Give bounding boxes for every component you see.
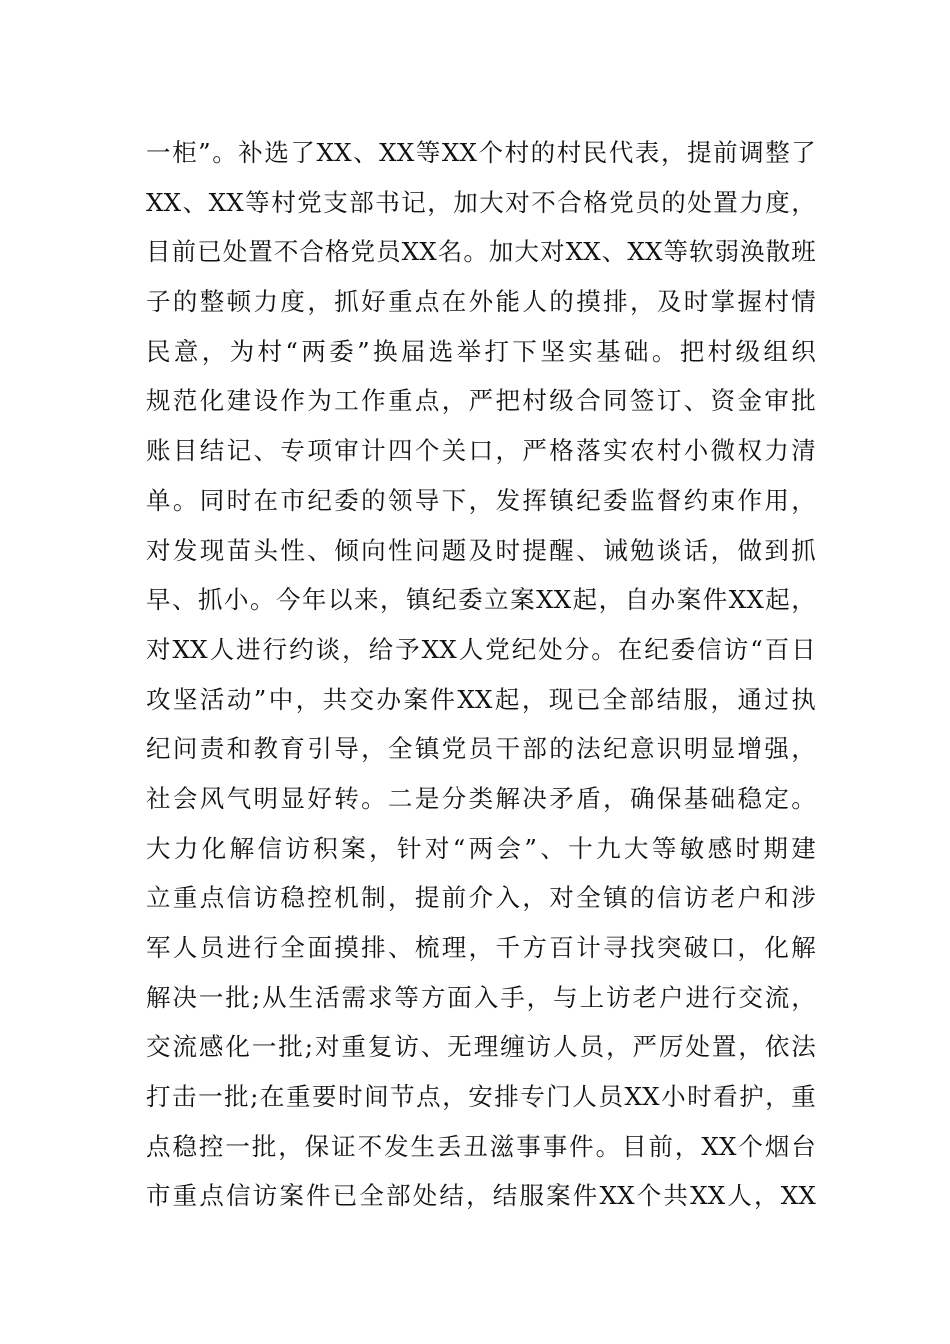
text-line: 子的整顿力度，抓好重点在外能人的摸排，及时掌握村情 <box>146 287 816 317</box>
text-line: 单。同时在市纪委的领导下，发挥镇纪委监督约束作用， <box>146 485 816 515</box>
text-line: 点稳控一批，保证不发生丢丑滋事事件。目前，XX个烟台 <box>146 1131 816 1161</box>
text-line: 市重点信访案件已全部处结，结服案件XX个共XX人，XX <box>146 1181 816 1211</box>
text-line: 交流感化一批;对重复访、无理缠访人员，严厉处置，依法 <box>146 1032 816 1062</box>
text-line: 军人员进行全面摸排、梳理，千方百计寻找突破口，化解 <box>146 933 816 962</box>
text-line: 对XX人进行约谈，给予XX人党纪处分。在纪委信访“百日 <box>146 634 816 664</box>
text-line: 大力化解信访积案，针对“两会”、十九大等敏感时期建 <box>146 833 816 863</box>
text-line: XX、XX等村党支部书记，加大对不合格党员的处置力度， <box>146 187 816 217</box>
body-text <box>146 128 816 1221</box>
text-line: 目前已处置不合格党员XX名。加大对XX、XX等软弱涣散班 <box>146 237 816 267</box>
text-line: 立重点信访稳控机制，提前介入，对全镇的信访老户和涉 <box>146 883 816 913</box>
text-line: 打击一批;在重要时间节点，安排专门人员XX小时看护，重 <box>146 1082 816 1112</box>
text-line: 一柜”。补选了XX、XX等XX个村的村民代表，提前调整了 <box>146 138 816 167</box>
text-line: 民意，为村“两委”换届选举打下坚实基础。把村级组织 <box>146 336 816 366</box>
text-line: 纪问责和教育引导，全镇党员干部的法纪意识明显增强， <box>146 734 816 764</box>
text-line: 规范化建设作为工作重点，严把村级合同签订、资金审批 <box>146 386 816 416</box>
text-line: 社会风气明显好转。二是分类解决矛盾，确保基础稳定。 <box>146 783 816 813</box>
text-line: 对发现苗头性、倾向性问题及时提醒、诫勉谈话，做到抓 <box>146 535 816 565</box>
text-line: 解决一批;从生活需求等方面入手，与上访老户进行交流， <box>146 982 816 1012</box>
text-line: 早、抓小。今年以来，镇纪委立案XX起，自办案件XX起， <box>146 585 816 615</box>
text-line: 攻坚活动”中，共交办案件XX起，现已全部结服，通过执 <box>146 684 816 714</box>
text-line: 账目结记、专项审计四个关口，严格落实农村小微权力清 <box>146 436 816 466</box>
